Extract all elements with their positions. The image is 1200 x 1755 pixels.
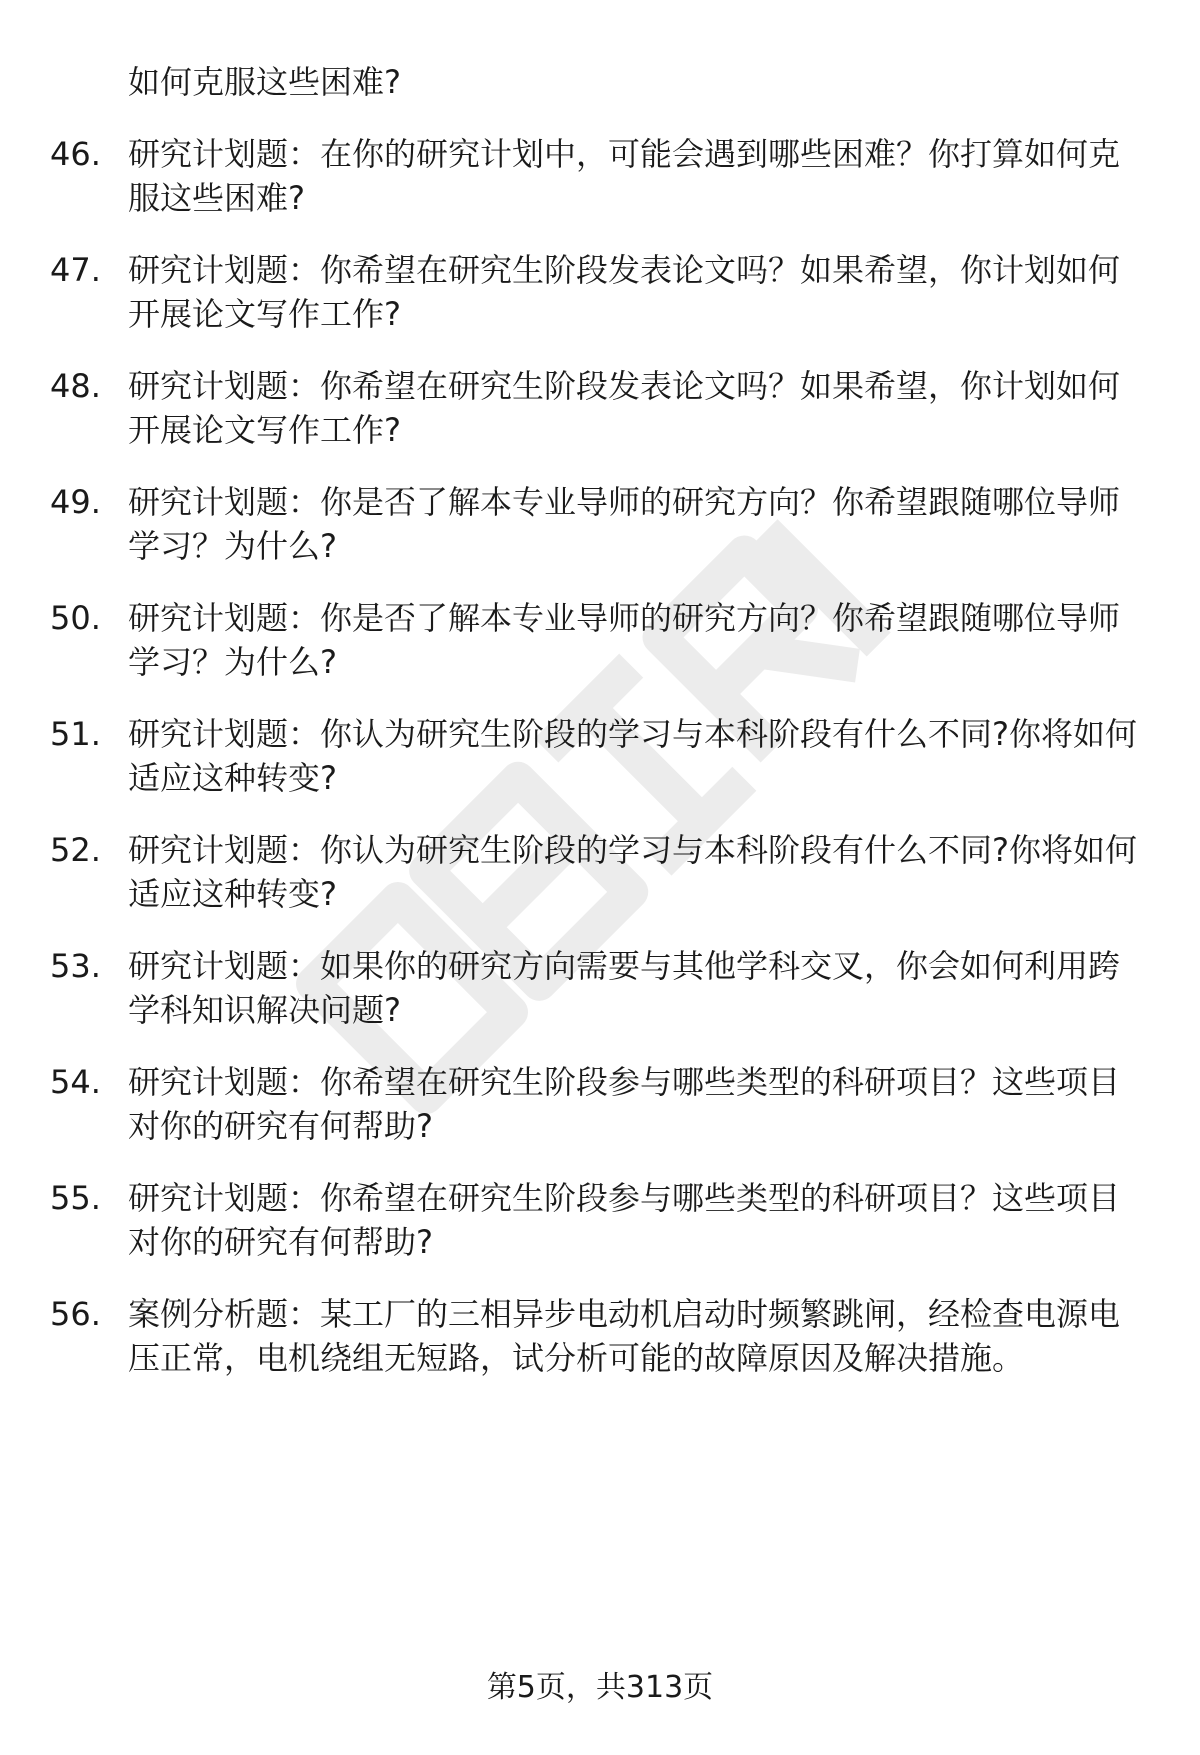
item-number: 51. — [50, 715, 101, 753]
item-number: 48. — [50, 367, 101, 405]
page-footer: 第5页，共313页 — [486, 1670, 714, 1705]
item-number: 55. — [50, 1179, 101, 1217]
item-number: 49. — [50, 483, 101, 521]
item-number: 53. — [50, 947, 101, 985]
item-text: 案例分析题：某工厂的三相异步电动机启动时频繁跳闸，经检查电源电压正常，电机绕组无短路，试分析可能的故障原因及解决措施。 — [128, 1295, 1121, 1377]
item-number: 47. — [50, 251, 101, 289]
item-text: 研究计划题：你认为研究生阶段的学习与本科阶段有什么不同?你将如何适应这种转变? — [128, 831, 1137, 913]
item-text: 研究计划题：你希望在研究生阶段参与哪些类型的科研项目？这些项目对你的研究有何帮助? — [128, 1179, 1121, 1261]
item-text: 研究计划题：你认为研究生阶段的学习与本科阶段有什么不同?你将如何适应这种转变? — [128, 715, 1137, 797]
item-number: 54. — [50, 1063, 101, 1101]
item-text: 研究计划题：如果你的研究方向需要与其他学科交叉，你会如何利用跨学科知识解决问题? — [128, 947, 1121, 1029]
item-text: 研究计划题：你希望在研究生阶段发表论文吗？如果希望，你计划如何开展论文写作工作? — [128, 251, 1121, 333]
item-text: 研究计划题：你是否了解本专业导师的研究方向？你希望跟随哪位导师学习？为什么? — [128, 483, 1121, 565]
item-number: 56. — [50, 1295, 101, 1333]
item-text: 研究计划题：在你的研究计划中，可能会遇到哪些困难？你打算如何克服这些困难? — [128, 135, 1121, 217]
item-text: 研究计划题：你是否了解本专业导师的研究方向？你希望跟随哪位导师学习？为什么? — [128, 599, 1121, 681]
item-number: 50. — [50, 599, 101, 637]
item-text: 研究计划题：你希望在研究生阶段发表论文吗？如果希望，你计划如何开展论文写作工作? — [128, 367, 1121, 449]
item-number: 46. — [50, 135, 101, 173]
item-number: 52. — [50, 831, 101, 869]
item-text: 研究计划题：你希望在研究生阶段参与哪些类型的科研项目？这些项目对你的研究有何帮助? — [128, 1063, 1121, 1145]
continuation-text: 如何克服这些困难? — [128, 63, 401, 101]
